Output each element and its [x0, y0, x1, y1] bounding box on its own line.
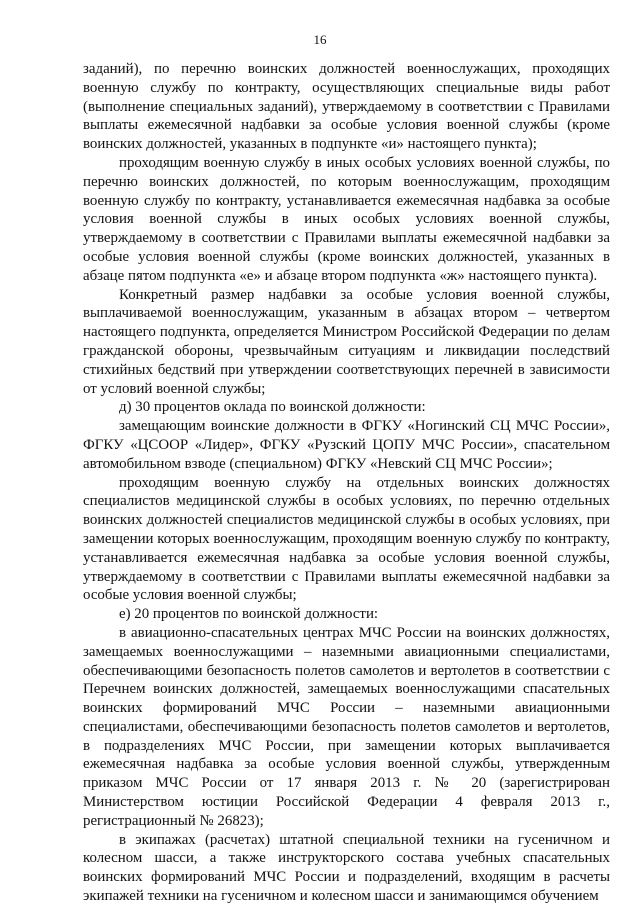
paragraph-medical-service: проходящим военную службу на отдельных воинских должностях специалистов медицинской службы в особых условиях, по перечню отдельных воинских должностей специалистов медицинской службы в особых условиях, при замещении которых военнослужащим, проходящим военную службу по контракту, устанавливается ежемесячная надбавка за особые условия военной службы, утверждаемому в соответствии с Правилами выплаты ежемесячной надбавки за особые условия военной службы;	[83, 474, 610, 604]
page-number: 16	[313, 32, 327, 47]
paragraph-noginsk-positions: замещающим воинские должности в ФГКУ «Ногинский СЦ МЧС России», ФГКУ «ЦСООР «Лидер», ФГКУ «Рузский ЦОПУ МЧС России», спасательном автомобильном взводе (специальном) ФГКУ «Невский СЦ МЧС России»;	[83, 418, 610, 472]
subparagraph-d-heading: д) 30 процентов оклада по воинской должности:	[119, 399, 426, 416]
paragraph-aviation-rescue: в авиационно-спасательных центрах МЧС России на воинских должностях, замещаемых военнослужащими – наземными авиационными специалистами, обеспечивающими безопасность полетов самолетов и вертолетов в соответствии с Перечнем воинских должностей, замещаемых военнослужащими спасательных воинских формирований МЧС России – наземными авиационными специалистами, обеспечивающими безопасность полетов самолетов и вертолетов, в подразделениях МЧС России, при замещении которых выплачивается ежемесячная надбавка за особые условия военной службы, утвержденным приказом МЧС России от 17 января 2013 г. № 20 (зарегистрирован Министерством юстиции Российской Федерации 4 февраля 2013 г., регистрационный № 26823);	[83, 624, 610, 829]
paragraph-continuation: заданий), по перечню воинских должностей военнослужащих, проходящих военную службу по контракту, осуществляющих специальные виды работ (выполнение специальных заданий), утверждаемому в соответствии с Правилами выплаты ежемесячной надбавки за особые условия военной службы (кроме воинских должностей, указанных в подпункте «и» настоящего пункта);	[83, 61, 610, 153]
paragraph-vehicle-crews: в экипажах (расчетах) штатной специальной техники на гусеничном и колесном шасси, а также инструкторского состава учебных спасательных воинских формирований МЧС России и подразделений, входящим в расчеты экипажей техники на гусеничном и колесном шасси и занимающимся обучением	[83, 831, 610, 905]
paragraph-other-special-conditions: проходящим военную службу в иных особых условиях военной службы, по перечню воинских должностей, по которым военнослужащим, проходящим военную службу по контракту, устанавливается ежемесячная надбавка за особые условия военной службы в иных особых условиях военной службы, утверждаемому в соответствии с Правилами выплаты ежемесячной надбавки за особые условия военной службы (кроме воинских должностей, указанных в абзаце пятом подпункта «е» и абзаце втором подпункта «ж» настоящего пункта).	[83, 154, 610, 284]
document-body	[83, 60, 610, 906]
subparagraph-e-heading: е) 20 процентов по воинской должности:	[119, 606, 379, 623]
paragraph-specific-amount: Конкретный размер надбавки за особые условия военной службы, выплачиваемой военнослужащим, указанным в абзацах втором – четвертом настоящего подпункта, определяется Министром Российской Федерации по делам гражданской обороны, чрезвычайным ситуациям и ликвидации последствий стихийных бедствий при утверждении соответствующих перечней в зависимости от условий военной службы;	[83, 286, 610, 397]
